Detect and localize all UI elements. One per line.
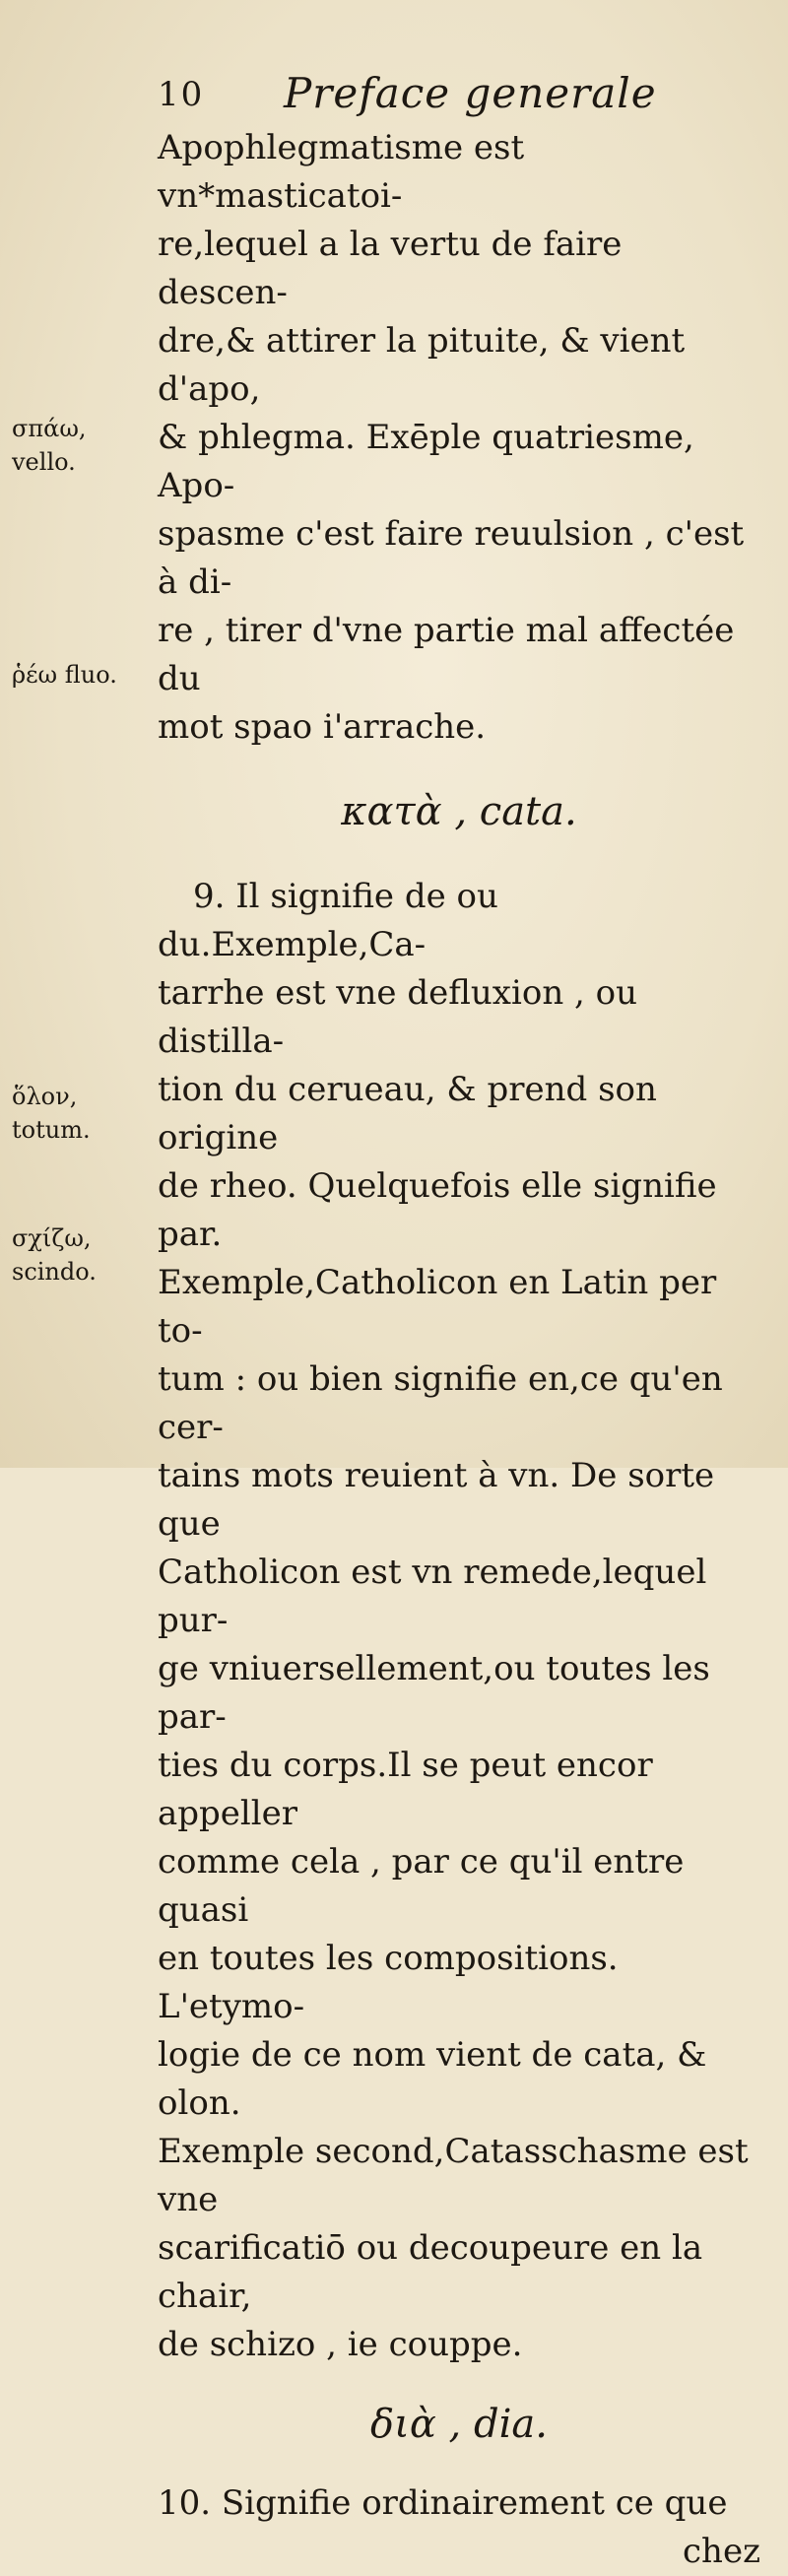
- main-text: [158, 124, 760, 2576]
- margin-latin: scindo.: [12, 1258, 97, 1286]
- margin-greek: σχίζω,: [12, 1224, 92, 1252]
- text-line: 10. Signifie ordinairement ce que: [158, 2483, 728, 2523]
- text-line: spasme c'est faire reuulsion , c'est à di-: [158, 514, 745, 602]
- text-line: dre,& attirer la pituite, & vient d'apo,: [158, 321, 686, 409]
- margin-note-olon: [12, 1080, 150, 1147]
- text-line: Apophlegmatisme est vn*masticatoi-: [158, 128, 525, 216]
- text-line: de rheo. Quelquefois elle signifie par.: [158, 1166, 717, 1254]
- text-line: Exemple,Catholicon en Latin per to-: [158, 1263, 717, 1351]
- catchword: chez: [683, 2532, 760, 2571]
- section-heading-kata: κατὰ , cata.: [341, 789, 577, 834]
- margin-greek: ὅλον,: [12, 1083, 78, 1110]
- text-line: re,lequel a la vertu de faire descen-: [158, 225, 623, 312]
- margin-note-spao: [12, 412, 150, 479]
- margin-note-rheo: [12, 658, 150, 692]
- margin-latin: vello.: [12, 448, 76, 476]
- text-line: de schizo , ie couppe.: [158, 2325, 523, 2364]
- text-line: scarificatiō ou decoupeure en la chair,: [158, 2228, 703, 2316]
- margin-latin: fluo.: [64, 661, 117, 689]
- text-line: tains mots reuient à vn. De sorte que: [158, 1456, 715, 1544]
- paragraph-10: [158, 2479, 760, 2528]
- running-title: Preface generale: [284, 69, 657, 117]
- text-line: en toutes les compositions. L'etymo-: [158, 1939, 619, 2026]
- section-heading-dia: διὰ , dia.: [370, 2401, 548, 2447]
- text-line: tion du cerueau, & prend son origine: [158, 1070, 657, 1157]
- text-line: tarrhe est vne defluxion , ou distilla-: [158, 973, 638, 1061]
- text-line: ge vniuersellement,ou toutes les par-: [158, 1649, 710, 1737]
- paragraph-9: [158, 873, 760, 2369]
- page-number: 10: [158, 75, 205, 114]
- margin-greek: ῥέω: [12, 661, 58, 689]
- margin-greek: σπάω,: [12, 415, 87, 442]
- text-line: 9. Il signifie de ou du.Exemple,Ca-: [158, 877, 498, 964]
- paragraph-apophlegmatisme: [158, 124, 760, 752]
- text-line: re , tirer d'vne partie mal affectée du: [158, 611, 735, 698]
- text-line: comme cela , par ce qu'il entre quasi: [158, 1842, 685, 1930]
- text-line: tum : ou bien signifie en,ce qu'en cer-: [158, 1359, 723, 1447]
- page-header: [158, 71, 749, 126]
- text-line: mot spao i'arrache.: [158, 707, 487, 747]
- text-line: Catholicon est vn remede,lequel pur-: [158, 1552, 707, 1640]
- text-line: & phlegma. Exēple quatriesme, Apo-: [158, 418, 694, 505]
- text-line: logie de ce nom vient de cata, & olon.: [158, 2035, 707, 2123]
- text-line: Exemple second,Catasschasme est vne: [158, 2132, 749, 2219]
- text-line: ties du corps.Il se peut encor appeller: [158, 1746, 653, 1833]
- margin-latin: totum.: [12, 1116, 91, 1144]
- margin-note-schizo: [12, 1222, 150, 1288]
